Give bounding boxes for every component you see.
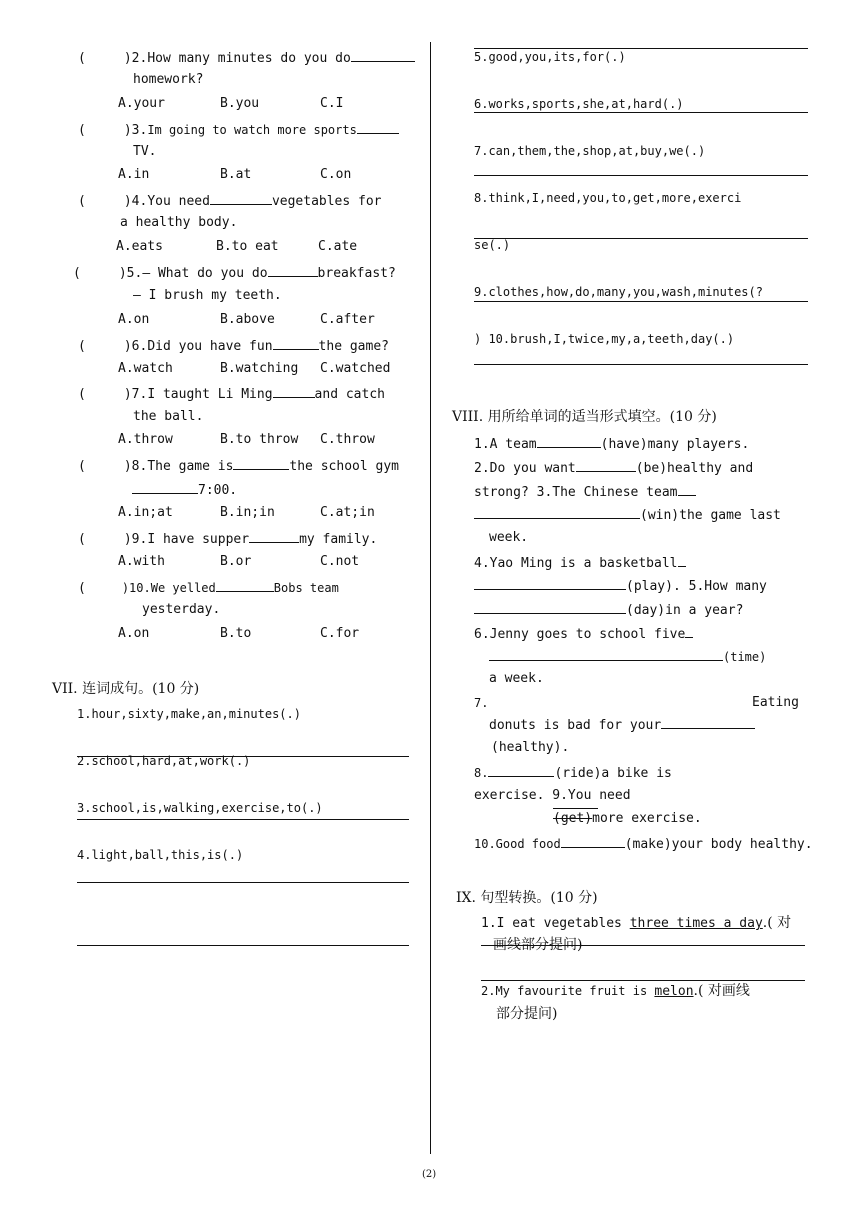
answer-blank[interactable]: [678, 553, 686, 567]
reorder-item-2: 2.school,hard,at,work(.): [77, 754, 251, 768]
answer-blank[interactable]: [351, 48, 415, 62]
fill-item-9-cont: (get)more exercise.: [553, 811, 702, 826]
reorder-item-5: 5.good,you,its,for(.): [474, 50, 626, 64]
fill-text: week.: [489, 530, 529, 545]
answer-blank[interactable]: [576, 458, 636, 472]
fill-item-4-cont: (play). 5.How many: [474, 576, 767, 596]
answer-blank[interactable]: [216, 578, 274, 592]
section-9-title: IX. 句型转换。(10 分): [456, 890, 598, 906]
question-continuation: TV.: [133, 144, 157, 159]
fill-item-7-cont: donuts is bad for your: [489, 715, 755, 735]
answer-line[interactable]: [474, 112, 808, 113]
answer-blank[interactable]: [249, 529, 299, 543]
options: A.with B.or C.not: [118, 554, 360, 569]
question-7: ( )7.I taught Li Ming and catch: [78, 384, 385, 404]
reorder-item-8: 8.think,I,need,you,to,get,more,exerci: [474, 191, 742, 205]
section-7-title: VII. 连词成句。(10 分): [52, 681, 200, 697]
question-continuation: yesterday.: [142, 602, 221, 617]
fill-item-7: 7.: [474, 696, 489, 710]
options: A.on B.above C.after: [118, 312, 375, 327]
answer-blank[interactable]: [488, 763, 554, 777]
answer-blank[interactable]: [474, 576, 626, 590]
reorder-item-1: 1.hour,sixty,make,an,minutes(.): [77, 707, 301, 721]
fill-item-3: strong? 3.The Chinese team: [474, 482, 696, 502]
reorder-item-3: 3.school,is,walking,exercise,to(.): [77, 801, 323, 815]
answer-blank[interactable]: [661, 715, 755, 729]
fill-item-9: exercise. 9.You need: [474, 788, 631, 803]
fill-item-5-cont: (day)in a year?: [474, 600, 743, 620]
question-continuation: 7:00.: [132, 480, 237, 500]
answer-line[interactable]: [553, 808, 598, 809]
answer-line[interactable]: [481, 980, 805, 981]
answer-blank[interactable]: [678, 482, 696, 496]
answer-blank[interactable]: [474, 505, 640, 519]
answer-blank[interactable]: [561, 834, 625, 848]
options: A.your B.you C.I: [118, 96, 344, 111]
transform-item-2-cont: 部分提问): [496, 1006, 558, 1022]
question-5: ( )5.— What do you do breakfast?: [73, 263, 396, 283]
options: A.eats B.to eat C.ate: [116, 239, 358, 254]
reorder-item-4: 4.light,ball,this,is(.): [77, 848, 244, 862]
fill-item-10: 10.Good food (make)your body healthy.: [474, 834, 813, 854]
section-8-title: VIII. 用所给单词的适当形式填空。(10 分): [452, 409, 717, 425]
question-continuation: a healthy body.: [120, 215, 238, 230]
column-divider: [430, 42, 431, 1154]
options: A.in B.at C.on: [118, 167, 352, 182]
answer-line[interactable]: [474, 175, 808, 176]
answer-line[interactable]: [474, 301, 808, 302]
answer-blank[interactable]: [489, 647, 723, 661]
answer-blank[interactable]: [268, 263, 318, 277]
reorder-item-7: 7.can,them,the,shop,at,buy,we(.): [474, 144, 706, 158]
transform-item-1: 1.I eat vegetables three times a day.( 对: [481, 915, 792, 931]
fill-item-3-cont: (win)the game last: [474, 505, 781, 525]
answer-blank[interactable]: [233, 456, 289, 470]
options: A.on B.to C.for: [118, 626, 360, 641]
page-number: (2): [422, 1169, 437, 1180]
question-4: ( )4.You need vegetables for: [78, 191, 382, 211]
fill-item-6: 6.Jenny goes to school five: [474, 624, 693, 644]
fill-text: (healthy).: [491, 740, 570, 755]
question-continuation: the ball.: [133, 409, 204, 424]
answer-blank[interactable]: [132, 480, 198, 494]
answer-line[interactable]: [474, 238, 808, 239]
answer-blank[interactable]: [685, 624, 693, 638]
answer-blank[interactable]: [474, 600, 626, 614]
question-6: ( )6.Did you have fun the game?: [78, 336, 389, 356]
fill-item-1: 1.A team (have)many players.: [474, 434, 749, 454]
question-continuation: homework?: [133, 72, 204, 87]
reorder-item-8-cont: se(.): [474, 238, 511, 252]
question-8: ( )8.The game is the school gym: [78, 456, 399, 476]
fill-item-2: 2.Do you want (be)healthy and: [474, 458, 753, 478]
reorder-item-9: 9.clothes,how,do,many,you,wash,minutes(?: [474, 285, 763, 299]
options: A.watch B.watching C.watched: [118, 361, 391, 376]
answer-blank[interactable]: [273, 336, 319, 350]
reorder-item-10: ) 10.brush,I,twice,my,a,teeth,day(.): [474, 332, 735, 346]
question-9: ( )9.I have supper my family.: [78, 529, 377, 549]
answer-blank[interactable]: [273, 384, 315, 398]
answer-line[interactable]: [77, 819, 409, 820]
answer-blank[interactable]: [537, 434, 601, 448]
question-continuation: — I brush my teeth.: [133, 288, 282, 303]
answer-line[interactable]: [77, 945, 409, 946]
answer-blank[interactable]: [210, 191, 272, 205]
options: A.throw B.to throw C.throw: [118, 432, 375, 447]
fill-text: Eating: [752, 695, 799, 710]
answer-line[interactable]: [474, 364, 808, 365]
fill-item-8: 8. (ride)a bike is: [474, 763, 672, 783]
question-3: ( )3.Im going to watch more sports: [78, 120, 399, 140]
fill-item-6-cont: (time): [489, 647, 766, 667]
transform-item-2: 2.My favourite fruit is melon.( 对画线: [481, 983, 750, 999]
answer-blank[interactable]: [357, 120, 399, 134]
fill-text: a week.: [489, 671, 544, 686]
question-2: ( )2.How many minutes do you do: [78, 48, 415, 68]
answer-line[interactable]: [77, 882, 409, 883]
options: A.in;at B.in;in C.at;in: [118, 505, 375, 520]
fill-item-4: 4.Yao Ming is a basketball: [474, 553, 686, 573]
reorder-item-6: 6.works,sports,she,at,hard(.): [474, 97, 684, 111]
transform-item-1-cont: 画线部分提问): [493, 937, 583, 953]
question-10: ( )10.We yelled Bobs team: [78, 578, 339, 598]
